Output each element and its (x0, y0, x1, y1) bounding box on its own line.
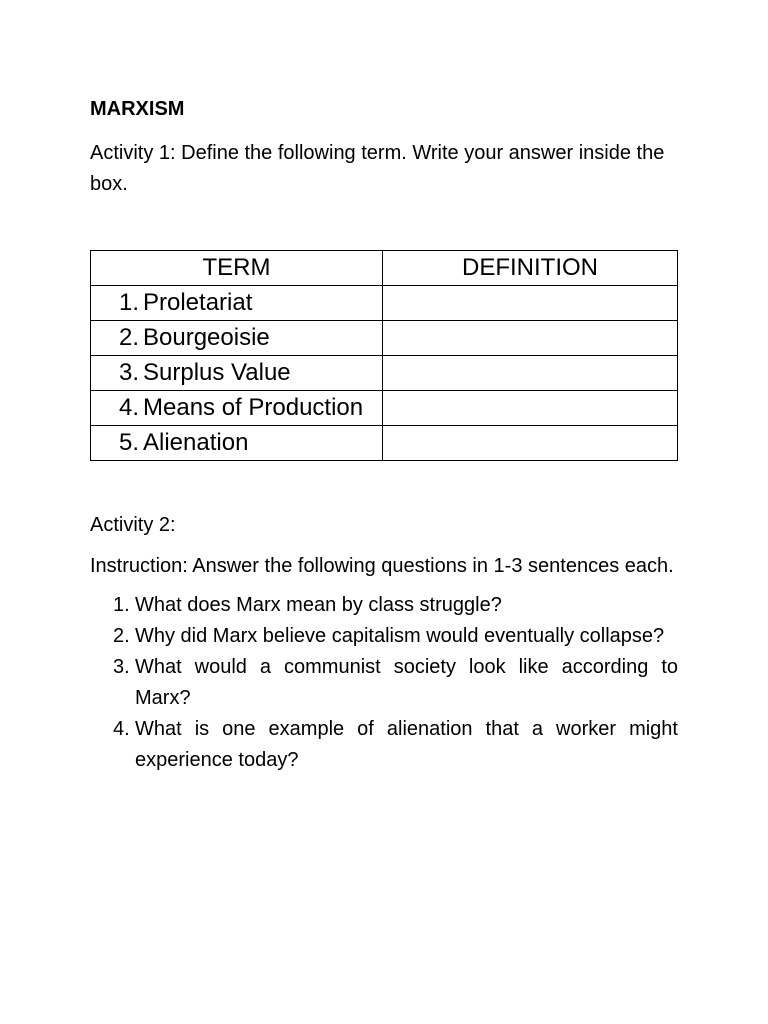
definition-cell[interactable] (383, 286, 678, 321)
table-row (91, 391, 678, 426)
activity2-instruction: Instruction: Answer the following questions in 1-3 sentences each. (90, 555, 674, 577)
term-label: Bourgeoisie (143, 324, 270, 351)
term-label: Means of Production (143, 394, 364, 421)
table-row (91, 321, 678, 356)
activity1-instruction: Activity 1: Define the following term. Write your answer inside the box. (90, 142, 665, 195)
question-text: What would a communist society look like according to Marx? (135, 656, 678, 709)
definition-cell[interactable] (383, 321, 678, 356)
term-label: Surplus Value (143, 359, 291, 386)
list-item (90, 590, 678, 621)
activity2-heading: Activity 2: (90, 514, 176, 536)
definition-cell[interactable] (383, 426, 678, 461)
question-text: Why did Marx believe capitalism would eventually collapse? (135, 625, 665, 647)
term-cell (91, 286, 383, 321)
terms-table (90, 250, 678, 461)
definition-cell[interactable] (383, 391, 678, 426)
question-text: What is one example of alienation that a worker might experience today? (135, 718, 678, 771)
question-number: 3. (113, 656, 130, 678)
document-title: MARXISM (90, 98, 185, 120)
list-item (90, 621, 678, 652)
activity2-section (90, 510, 678, 776)
term-number: 3. (119, 359, 140, 386)
table-row (91, 286, 678, 321)
term-label: Alienation (143, 429, 249, 456)
term-number: 5. (119, 429, 140, 456)
definition-column-header: DEFINITION (383, 251, 678, 286)
definition-cell[interactable] (383, 356, 678, 391)
document-page (90, 96, 678, 771)
term-cell (91, 426, 383, 461)
term-column-header: TERM (91, 251, 383, 286)
list-item (90, 652, 678, 714)
term-number: 2. (119, 324, 140, 351)
table-row (91, 356, 678, 391)
question-text: What does Marx mean by class struggle? (135, 594, 502, 616)
term-cell (91, 391, 383, 426)
term-number: 1. (119, 289, 140, 316)
question-number: 1. (113, 594, 130, 616)
table-row (91, 426, 678, 461)
list-item (90, 714, 678, 776)
term-cell (91, 356, 383, 391)
term-label: Proletariat (143, 289, 253, 316)
term-cell (91, 321, 383, 356)
table-header-row (91, 251, 678, 286)
question-number: 4. (113, 718, 130, 740)
question-list (90, 590, 678, 776)
question-number: 2. (113, 625, 130, 647)
term-number: 4. (119, 394, 140, 421)
